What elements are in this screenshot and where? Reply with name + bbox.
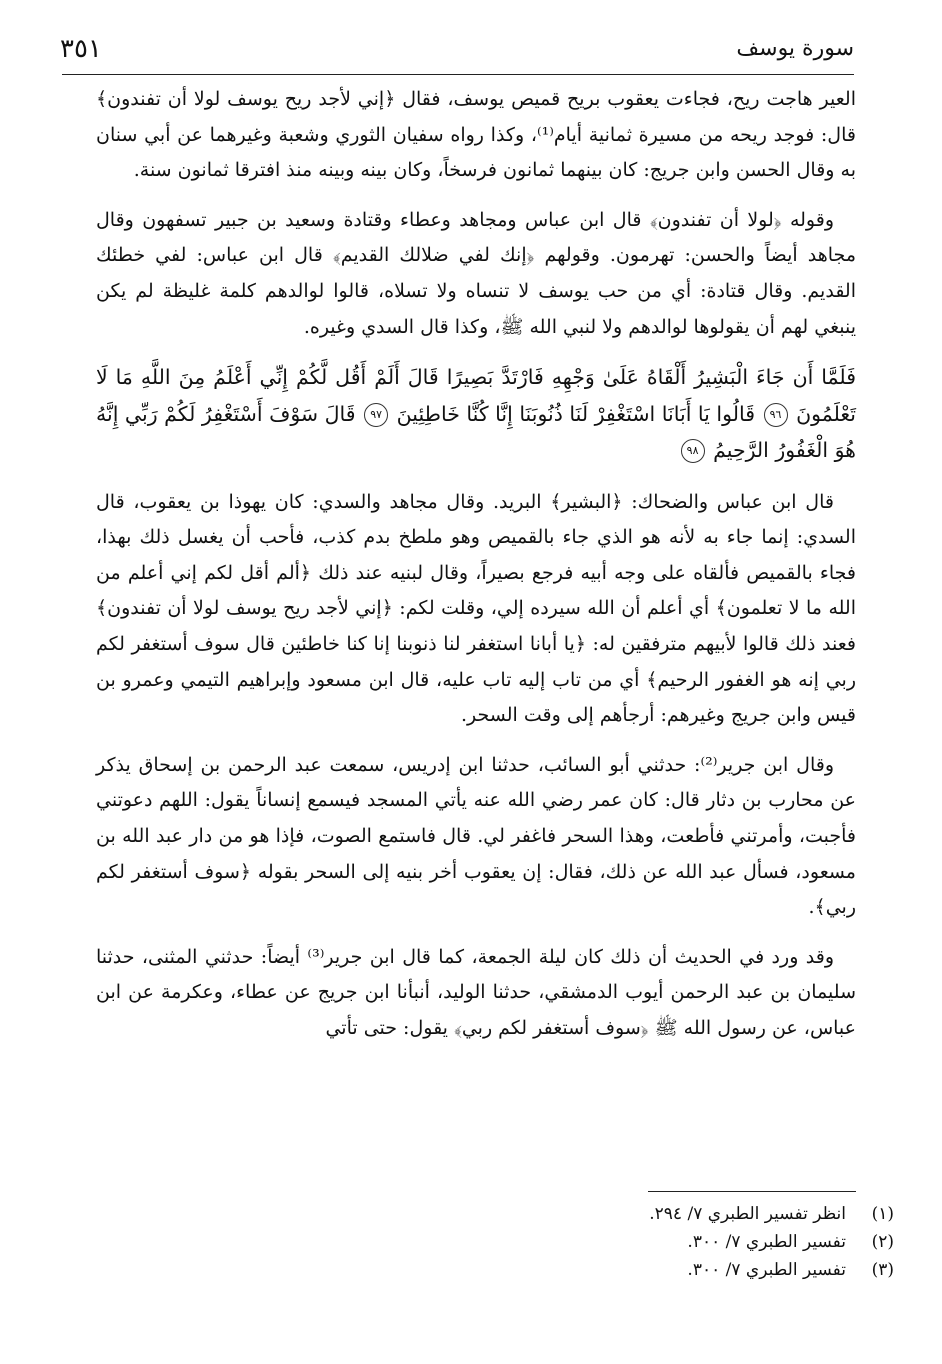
footnote-number: (٢): [871, 1232, 894, 1252]
verse-97-text: قَالُوا يَا أَبَانَا اسْتَغْفِرْ لَنَا ذُنُوبَنَا إِنَّا كُنَّا خَاطِئِينَ: [396, 401, 755, 426]
footnote-text: تفسير الطبري ٧/ ٣٠٠.: [687, 1232, 846, 1252]
verse-98-text: قَالَ سَوْفَ أَسْتَغْفِرُ لَكُمْ رَبِّي إِنَّهُ هُوَ الْغَفُورُ الرَّحِيمُ: [96, 401, 856, 463]
footnote-divider: [648, 1191, 856, 1192]
surah-title: سورة يوسف: [736, 36, 854, 61]
paragraph-2: وقوله ﴿لولا أن تفندون﴾ قال ابن عباس ومجاهد وعطاء وقتادة وسعيد بن جبير تسفهون وقال مجاهد أيضاً والحسن: تهرمون. وقولهم ﴿إنك لفي ضلالك القديم﴾ قال ابن عباس: لفي خطئك القديم. وقال قتادة: أي من حب يوسف لا تنساه ولا تسلاه، قالوا لوالدهم كلمة غليظة لم يكن ينبغي لهم أن يقولوها لوالدهم ولا لنبي الله ﷺ، وكذا قال السدي وغيره.: [96, 208, 856, 338]
footnote-text: انظر تفسير الطبري ٧/ ٢٩٤.: [649, 1204, 846, 1224]
paragraph-5: وقد ورد في الحديث أن ذلك كان ليلة الجمعة، كما قال ابن جرير⁽³⁾ أيضاً: حدثني المثنى، حدثنا سليمان بن عبد الرحمن أيوب الدمشقي، حدثنا الوليد، أنبأنا ابن جريج عن عطاء، وعكرمة عن ابن عباس، عن رسول الله ﷺ ﴿سوف أستغفر لكم ربي﴾ يقول: حتى تأتي: [96, 945, 856, 1039]
footnote-3: [560, 1256, 894, 1284]
quran-verses: [96, 359, 856, 469]
page-number: ٣٥١: [60, 34, 102, 64]
paragraph-3: قال ابن عباس والضحاك: ﴿البشير﴾ البريد. وقال مجاهد والسدي: كان يهوذا بن يعقوب، قال السدي: إنما جاء به لأنه هو الذي جاء بالقميص وهو ملطخ بدم كذب، فأحب أن يغسل ذلك بهذا، فجاء بالقميص فألقاه على وجه أبيه فرجع بصيراً، وقال لبنيه عند ذلك ﴿ألم أقل لكم إني أعلم من الله ما لا تعلمون﴾ أي أعلم أن الله سيرده إلي، وقلت لكم: ﴿إني لأجد ريح يوسف لولا أن تفندون﴾ فعند ذلك قالوا لأبيهم مترفقين له: ﴿يا أبانا استغفر لنا ذنوبنا إنا كنا خاطئين قال سوف أستغفر لكم ربي إنه هو الغفور الرحيم﴾ أي من تاب إليه تاب عليه، قال ابن مسعود وإبراهيم التيمي وعمرو بن قيس وابن جريج وغيرهم: أرجأهم إلى وقت السحر.: [96, 490, 856, 727]
paragraph-1: العير هاجت ريح، فجاءت يعقوب بريح قميص يوسف، فقال ﴿إني لأجد ريح يوسف لولا أن تفندون﴾ قال: فوجد ريحه من مسيرة ثمانية أيام⁽¹⁾، وكذا رواه سفيان الثوري وشعبة وغيرهما عن أبي سنان به وقال الحسن وابن جريج: كان بينهما ثمانون فرسخاً، وكان بينه وبينه منذ افترقا ثمانون سنة.: [96, 88, 856, 182]
ayah-marker-98: ٩٨: [681, 439, 705, 463]
footnote-number: (١): [871, 1204, 894, 1224]
footnotes: [560, 1200, 894, 1284]
verse-96-text: فَلَمَّا أَن جَاءَ الْبَشِيرُ أَلْقَاهُ عَلَىٰ وَجْهِهِ فَارْتَدَّ بَصِيرًا قَالَ أَلَمْ أَقُل لَّكُمْ إِنِّي أَعْلَمُ مِنَ اللَّهِ مَا لَا تَعْلَمُونَ: [96, 365, 856, 426]
ayah-marker-97: ٩٧: [364, 403, 388, 427]
footnote-1: [560, 1200, 894, 1228]
header-divider: [62, 74, 854, 75]
footnote-number: (٣): [871, 1260, 894, 1280]
footnote-2: [560, 1228, 894, 1256]
page-header: [60, 30, 854, 70]
paragraph-4: وقال ابن جرير⁽²⁾: حدثني أبو السائب، حدثنا ابن إدريس، سمعت عبد الرحمن بن إسحاق يذكر عن محارب بن دثار قال: كان عمر رضي الله عنه يأتي المسجد فيسمع إنساناً يقول: اللهم دعوتني فأجبت، وأمرتني فأطعت، وهذا السحر فاغفر لي. قال فاستمع الصوت، فإذا هو من دار عبد الله بن مسعود، فسأل عبد الله عن ذلك، فقال: إن يعقوب أخر بنيه إلى السحر بقوله ﴿سوف أستغفر لكم ربي﴾.: [96, 753, 856, 919]
main-text: [96, 82, 856, 1061]
ayah-marker-96: ٩٦: [764, 403, 788, 427]
footnote-text: تفسير الطبري ٧/ ٣٠٠.: [687, 1260, 846, 1280]
